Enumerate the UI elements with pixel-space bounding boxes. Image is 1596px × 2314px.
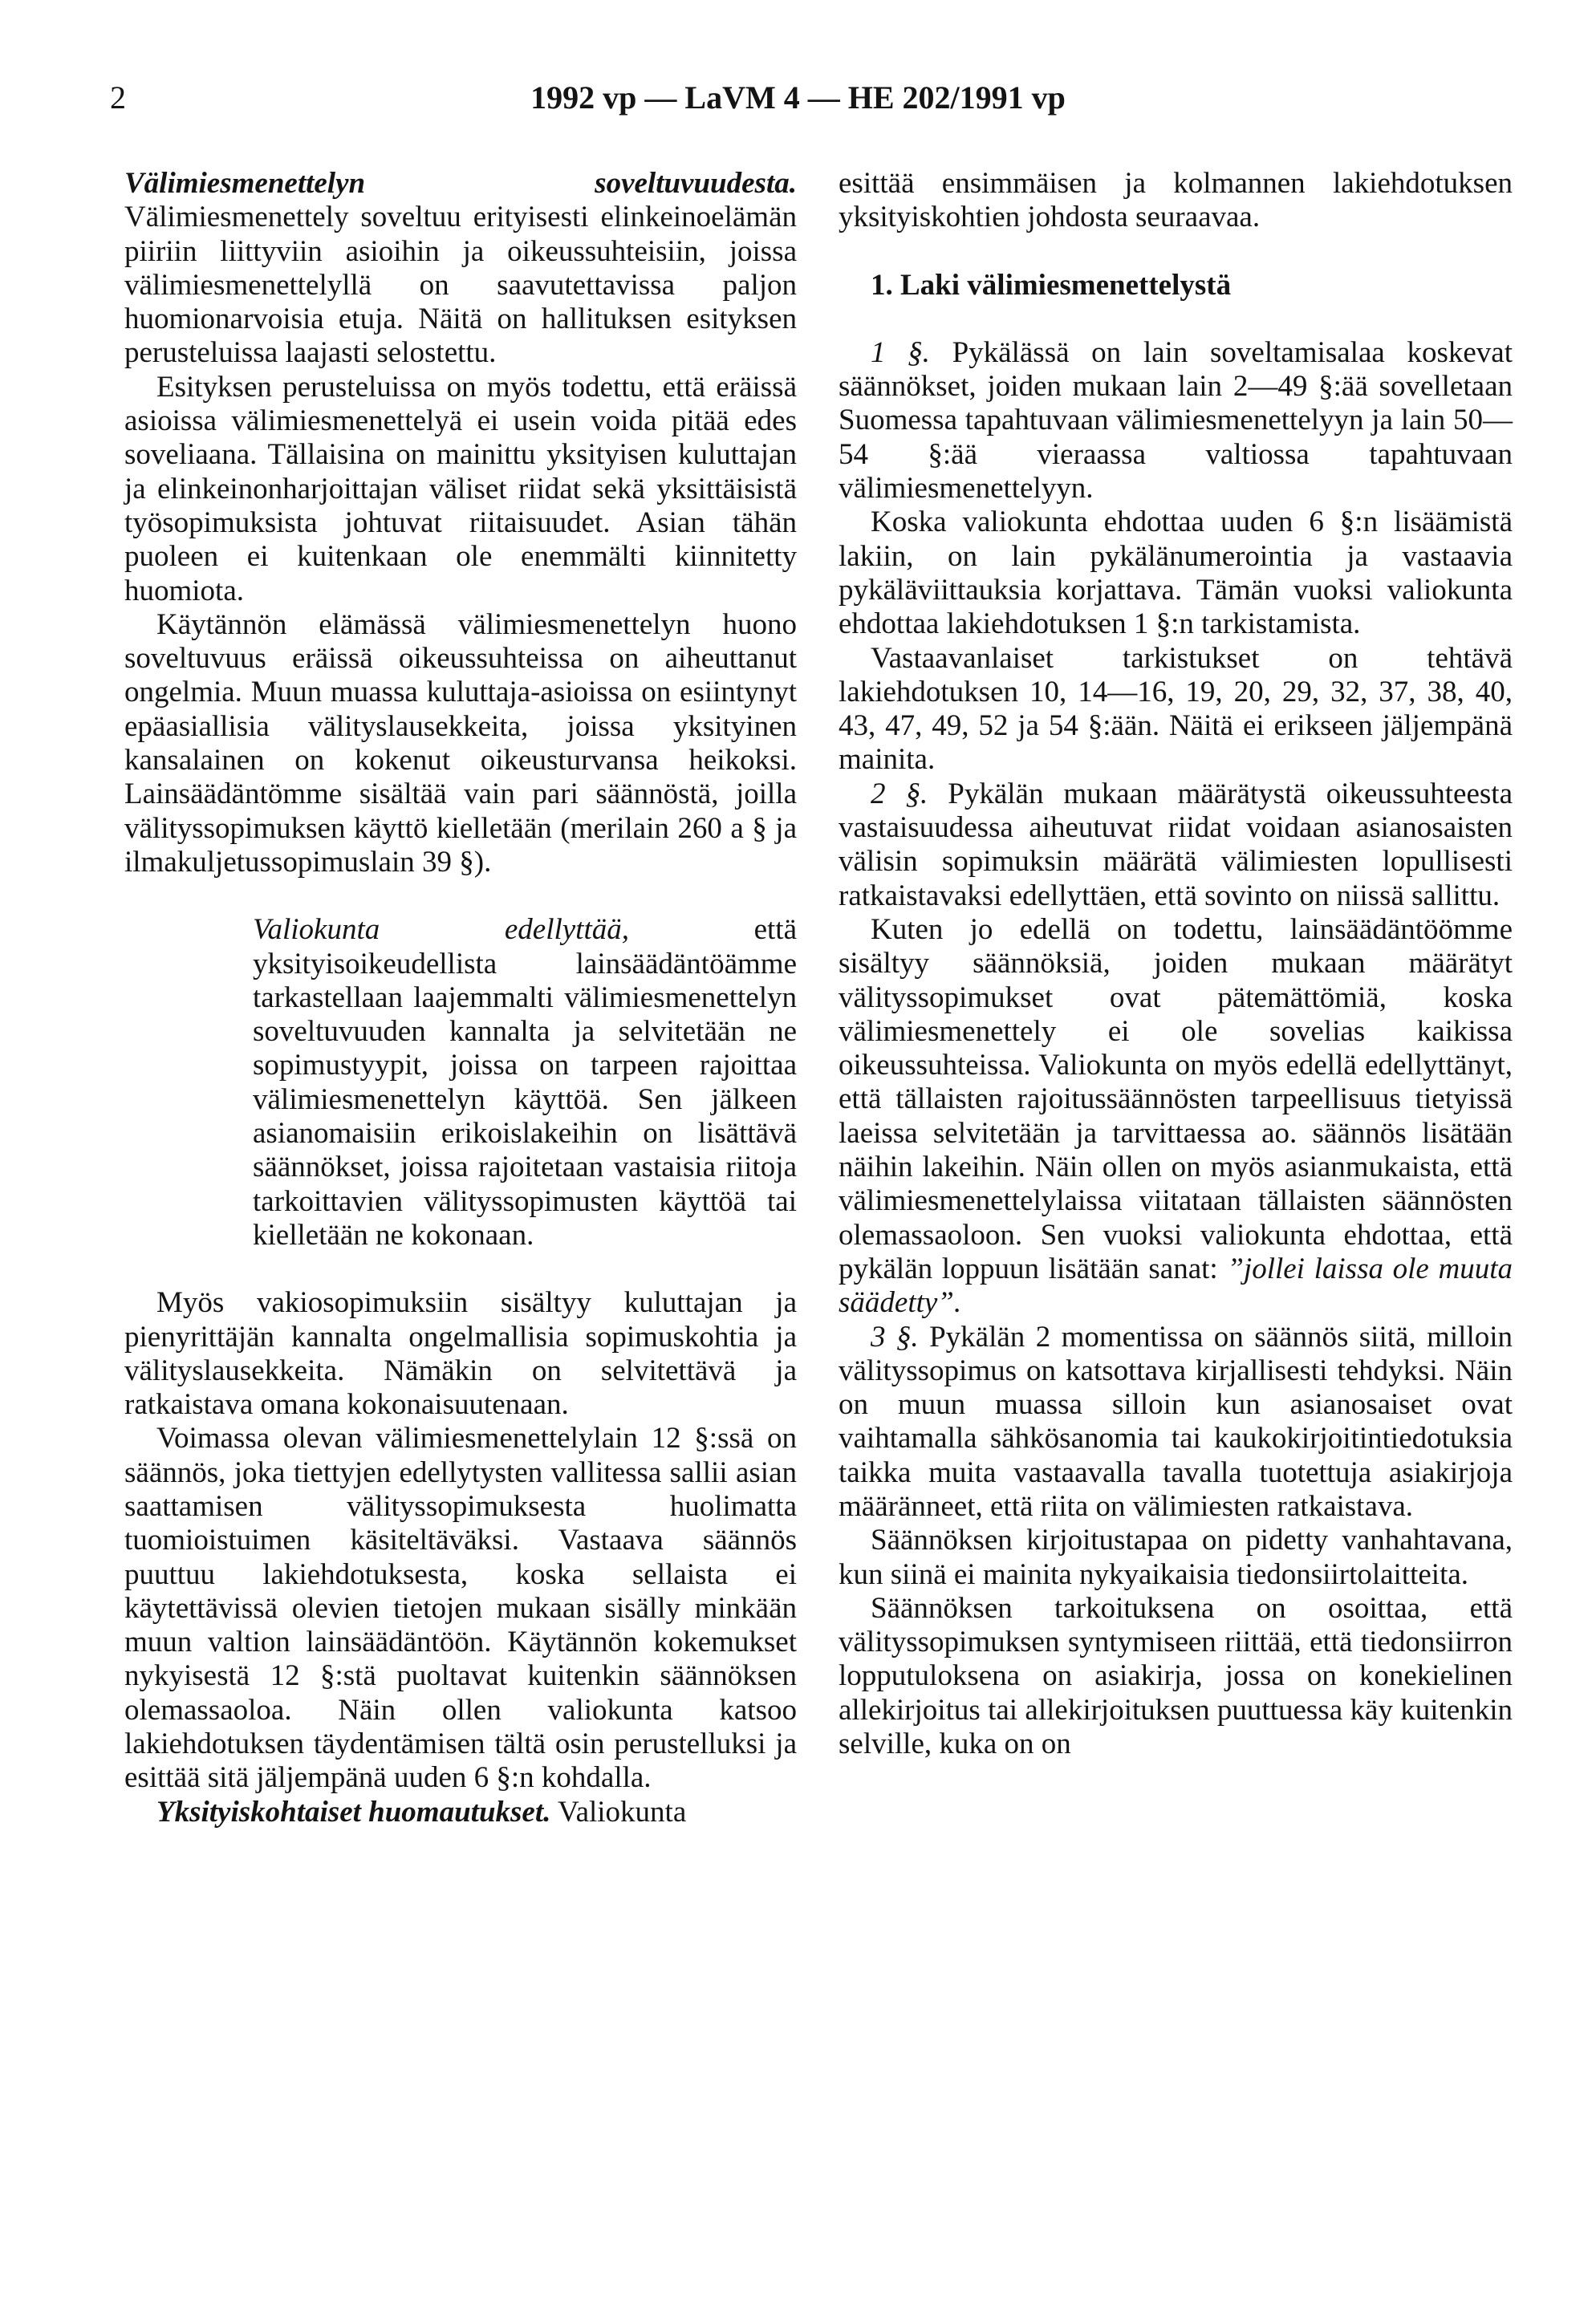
paragraph: Vastaavanlaiset tarkistukset on tehtävä lakiehdotuksen 10, 14—16, 19, 20, 29, 32, 37, 38, 40, 43, 47, 49, 52 ja 54 §:ään. Näitä ei erikseen jäljempänä mainita. [839,641,1513,777]
paragraph-lead: Välimiesmenettelyn soveltuvuudesta. [124,167,797,200]
paragraph [839,913,1513,1321]
paragraph-indented [124,913,797,1252]
paragraph: Voimassa olevan välimiesmenettelylain 12 §:ssä on säännös, joka tiettyjen edellytysten vallitessa sallii asian saattamisen välityssopimuksesta huolimatta tuomioistuimen käsiteltäväksi. Vastaava säännös puuttuu lakiehdotuksesta, koska sellaista ei käytettävissä olevien tietojen mukaan sisälly minkään muun valtion lainsäädäntöön. Käytännön kokemukset nykyisestä 12 §:stä puoltavat kuitenkin säännöksen olemassaoloa. Näin ollen valiokunta katsoo lakiehdotuksen täydentämisen tältä osin perustelluksi ja esittää sitä jäljempänä uuden 6 §:n kohdalla. [124,1422,797,1795]
paragraph [839,777,1513,913]
paragraph-lead: Yksityiskohtaiset huomautukset. [156,1795,551,1829]
paragraph [839,1321,1513,1524]
paragraph: Säännöksen tarkoituksena on osoittaa, että välityssopimuksen syntymiseen riittää, että tiedonsiirron lopputuloksena on asiakirja, jossa on konekielinen allekirjoitus tai allekirjoituksen puuttuessa käy kuitenkin selville, kuka on on [839,1591,1513,1761]
paragraph: Esityksen perusteluissa on myös todettu, että eräissä asioissa välimiesmenettelyä ei usein voida pitää edes soveliaana. Tällaisina on mainittu yksityisen kuluttajan ja elinkeinonharjoittajan väliset riidat sekä yksittäisistä työsopimuksista johtuvat riitaisuudet. Asian tähän puoleen ei kuitenkaan ole enemmälti kiinnitetty huomiota. [124,370,797,607]
quoted-phrase: ”jollei laissa ole muuta säädetty”. [839,1252,1513,1320]
section-heading: 1. Laki välimiesmenettelystä [871,268,1232,302]
paragraph: esittää ensimmäisen ja kolmannen lakiehdotuksen yksityiskohtien johdosta seuraavaa. [839,167,1513,234]
section-number: 3 §. [871,1320,919,1354]
right-column [839,167,1513,1761]
paragraph-text: että yksityisoikeudellista lainsäädäntöämme tarkastellaan laajemmalti välimiesmenettelyn soveltuvuuden kannalta ja selvitetään ne sopimustyypit, joissa on tarpeen rajoittaa välimiesmenettelyn käyttöä. Sen jälkeen asianomaisiin erikoislakeihin on lisättävä säännökset, joissa rajoitetaan vastaisia riitoja tarkoittavien välityssopimusten käyttöä tai kielletään ne kokonaan. [253,913,797,1252]
paragraph-text: Pykälässä on lain soveltamisalaa koskevat säännökset, joiden mukaan lain 2—49 §:ää sovelletaan Suomessa tapahtuvaan välimiesmenettelyyn ja lain 50—54 §:ää vieraassa valtiossa tapahtuvaan välimiesmenettelyyn. [839,335,1513,505]
paragraph-text: Pykälän 2 momentissa on säännös siitä, milloin välityssopimus on katsottava kirjallisesti tehdyksi. Näin on muun muassa silloin kun asianosaiset ovat vaihtamalla sähkösanomia tai kaukokirjoitintiedotuksia taikka muita vastaavalla tavalla tuotettuja asiakirjoja määränneet, että riita on välimiesten ratkaistava. [839,1320,1513,1523]
paragraph-text: Kuten jo edellä on todettu, lainsäädäntöömme sisältyy säännöksiä, joiden mukaan määrätyt välityssopimukset ovat pätemättömiä, koska välimiesmenettely ei ole sovelias kaikissa oikeussuhteissa. Valiokunta on myös edellä edellyttänyt, että tällaisten rajoitussäännösten tarpeellisuus tietyissä laeissa selvitetään ja tarvittaessa ao. säännös lisätään näihin lakeihin. Näin ollen on myös asianmukaista, että välimiesmenettelylaissa viitataan tällaisten säännösten olemassaoloon. Sen vuoksi valiokunta ehdottaa, että pykälän loppuun lisätään sanat: [839,912,1513,1285]
paragraph-text: Välimiesmenettely soveltuu erityisesti elinkeinoelämän piiriin liittyviin asioihin ja oikeussuhteisiin, joissa välimiesmenettelyllä on saavutettavissa paljon huomionarvoisia etuja. Näitä on hallituksen esityksen perusteluissa laajasti selostettu. [124,201,797,370]
page-number: 2 [110,79,126,116]
paragraph-text: Valiokunta [550,1795,687,1829]
paragraph: Käytännön elämässä välimiesmenettelyn huono soveltuvuus eräissä oikeussuhteissa on aiheuttanut ongelmia. Muun muassa kuluttaja-asioissa on esiintynyt epäasiallisia välityslausekkeita, joissa yksityinen kansalainen on kokenut oikeusturvansa heikoksi. Lainsäädäntömme sisältää vain pari säännöstä, joilla välityssopimuksen käyttö kielletään (merilain 260 a § ja ilmakuljetussopimuslain 39 §). [124,607,797,879]
paragraph-lead: Valiokunta edellyttää, [253,913,629,947]
paragraph [124,167,797,371]
paragraph: Myös vakiosopimuksiin sisältyy kuluttajan ja pienyrittäjän kannalta ongelmallisia sopimuskohtia ja välityslausekkeita. Nämäkin on selvitettävä ja ratkaistava omana kokonaisuutenaan. [124,1286,797,1422]
section-number: 2 §. [871,777,928,810]
paragraph: Koska valiokunta ehdottaa uuden 6 §:n lisäämistä lakiin, on lain pykälänumerointia ja vastaavia pykäläviittauksia korjattava. Tämän vuoksi valiokunta ehdottaa lakiehdotuksen 1 §:n tarkistamista. [839,505,1513,641]
paragraph [124,1796,797,1829]
section-number: 1 §. [871,335,930,369]
left-column [124,167,797,1829]
paragraph [839,336,1513,505]
paragraph-text: Pykälän mukaan määrätystä oikeussuhteesta vastaisuudessa aiheutuvat riidat voidaan asianosaisten välisin sopimuksin määrätä välimiesten lopullisesti ratkaistavaksi edellyttäen, että sovinto on niissä sallittu. [839,777,1513,912]
paragraph: Säännöksen kirjoitustapaa on pidetty vanhahtavana, kun siinä ei mainita nykyaikaisia tiedonsiirtolaitteita. [839,1524,1513,1591]
running-header: 1992 vp — LaVM 4 — HE 202/1991 vp [530,79,1066,116]
